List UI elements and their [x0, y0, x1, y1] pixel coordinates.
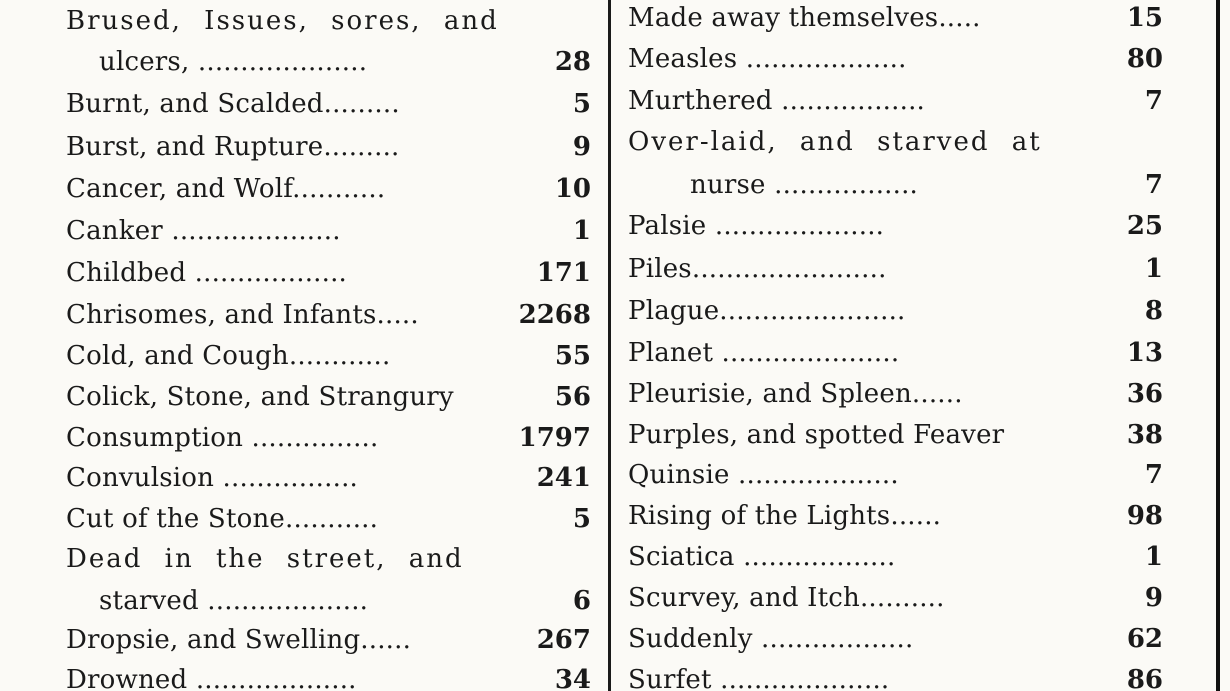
- death-count: 2268: [518, 300, 591, 330]
- death-count: 13: [1126, 338, 1163, 368]
- column-divider: [608, 0, 611, 691]
- cause-label: Chrisomes, and Infants.....: [66, 300, 419, 330]
- death-count: 1: [1144, 254, 1163, 284]
- death-count: 80: [1126, 44, 1163, 74]
- cause-label: Plague......................: [628, 296, 906, 326]
- death-count: 7: [1144, 170, 1163, 200]
- table-row: [66, 295, 591, 336]
- cause-label: Burst, and Rupture.........: [66, 132, 400, 162]
- death-count: 9: [572, 132, 591, 162]
- cause-label: Scurvey, and Itch..........: [628, 583, 945, 613]
- cause-label: Murthered .................: [628, 86, 925, 116]
- table-row: [66, 336, 591, 377]
- death-count: 1797: [518, 423, 591, 453]
- right-border-rule: [1216, 0, 1220, 691]
- cause-label: Cancer, and Wolf...........: [66, 174, 386, 204]
- table-row: [66, 418, 591, 459]
- cause-label: nurse .................: [690, 170, 919, 200]
- death-count: 267: [536, 625, 591, 655]
- table-row: [628, 455, 1163, 496]
- table-row: [628, 333, 1163, 374]
- cause-label: Dead in the street, and: [66, 544, 464, 574]
- cause-label: Quinsie ...................: [628, 460, 899, 490]
- table-row: [66, 169, 591, 210]
- table-row: [66, 458, 591, 499]
- death-count: 7: [1144, 86, 1163, 116]
- table-row: [66, 581, 591, 622]
- cause-label: Piles.......................: [628, 254, 887, 284]
- table-row: [628, 0, 1163, 39]
- cause-label: Made away themselves.....: [628, 3, 981, 33]
- table-row: [66, 377, 591, 418]
- cause-label: Dropsie, and Swelling......: [66, 625, 412, 655]
- table-row: [628, 39, 1163, 80]
- death-count: 15: [1126, 3, 1163, 33]
- cause-label: Convulsion ................: [66, 463, 358, 493]
- cause-label: Drowned ...................: [66, 665, 357, 691]
- cause-label: Rising of the Lights......: [628, 501, 942, 531]
- cause-label: Childbed ..................: [66, 258, 348, 288]
- cause-label: Burnt, and Scalded.........: [66, 89, 400, 119]
- death-count: 38: [1126, 420, 1163, 450]
- cause-label: Surfet ....................: [628, 665, 890, 691]
- table-row: [66, 660, 591, 691]
- death-count: 9: [1144, 583, 1163, 613]
- cause-label: Colick, Stone, and Strangury: [66, 382, 454, 412]
- death-count: 62: [1126, 624, 1163, 654]
- table-row: [66, 42, 591, 83]
- cause-label: Pleurisie, and Spleen......: [628, 379, 963, 409]
- table-row: [66, 253, 591, 294]
- death-count: 241: [536, 463, 591, 493]
- table-row: [628, 122, 1163, 163]
- death-count: 6: [572, 586, 591, 616]
- table-row: [628, 496, 1163, 537]
- table-row: [628, 291, 1163, 332]
- death-count: 25: [1126, 211, 1163, 241]
- table-row: [66, 1, 591, 42]
- cause-label: starved ...................: [99, 586, 369, 616]
- death-count: 10: [554, 174, 591, 204]
- table-row: [628, 619, 1163, 660]
- death-count: 98: [1126, 501, 1163, 531]
- cause-label: Palsie ....................: [628, 211, 885, 241]
- table-row: [66, 499, 591, 540]
- table-row: [628, 660, 1163, 691]
- cause-label: Cold, and Cough............: [66, 341, 391, 371]
- death-count: 28: [554, 47, 591, 77]
- table-row: [628, 374, 1163, 415]
- table-row: [628, 81, 1163, 122]
- table-row: [66, 620, 591, 661]
- table-row: [628, 206, 1163, 247]
- death-count: 86: [1126, 665, 1163, 691]
- death-count: 8: [1144, 296, 1163, 326]
- death-count: 5: [572, 89, 591, 119]
- table-row: [628, 249, 1163, 290]
- cause-label: Consumption ...............: [66, 423, 379, 453]
- cause-label: ulcers, ....................: [99, 47, 368, 77]
- death-count: 56: [554, 382, 591, 412]
- table-row: [628, 537, 1163, 578]
- table-row: [628, 578, 1163, 619]
- death-count: 55: [554, 341, 591, 371]
- cause-label: Sciatica ..................: [628, 542, 896, 572]
- cause-label: Cut of the Stone...........: [66, 504, 379, 534]
- cause-label: Measles ...................: [628, 44, 907, 74]
- cause-label: Brused, Issues, sores, and: [66, 6, 499, 36]
- death-count: 171: [536, 258, 591, 288]
- table-row: [66, 127, 591, 168]
- death-count: 5: [572, 504, 591, 534]
- cause-label: Planet .....................: [628, 338, 900, 368]
- cause-label: Over-laid, and starved at: [628, 127, 1042, 157]
- death-count: 34: [554, 665, 591, 691]
- death-count: 1: [572, 216, 591, 246]
- table-row: [66, 211, 591, 252]
- table-row: [628, 415, 1163, 456]
- death-count: 7: [1144, 460, 1163, 490]
- table-row: [66, 84, 591, 125]
- table-row: [628, 165, 1163, 206]
- table-row: [66, 539, 591, 580]
- cause-label: Canker ....................: [66, 216, 341, 246]
- cause-label: Purples, and spotted Feaver: [628, 420, 1005, 450]
- death-count: 36: [1126, 379, 1163, 409]
- death-count: 1: [1144, 542, 1163, 572]
- cause-label: Suddenly ..................: [628, 624, 914, 654]
